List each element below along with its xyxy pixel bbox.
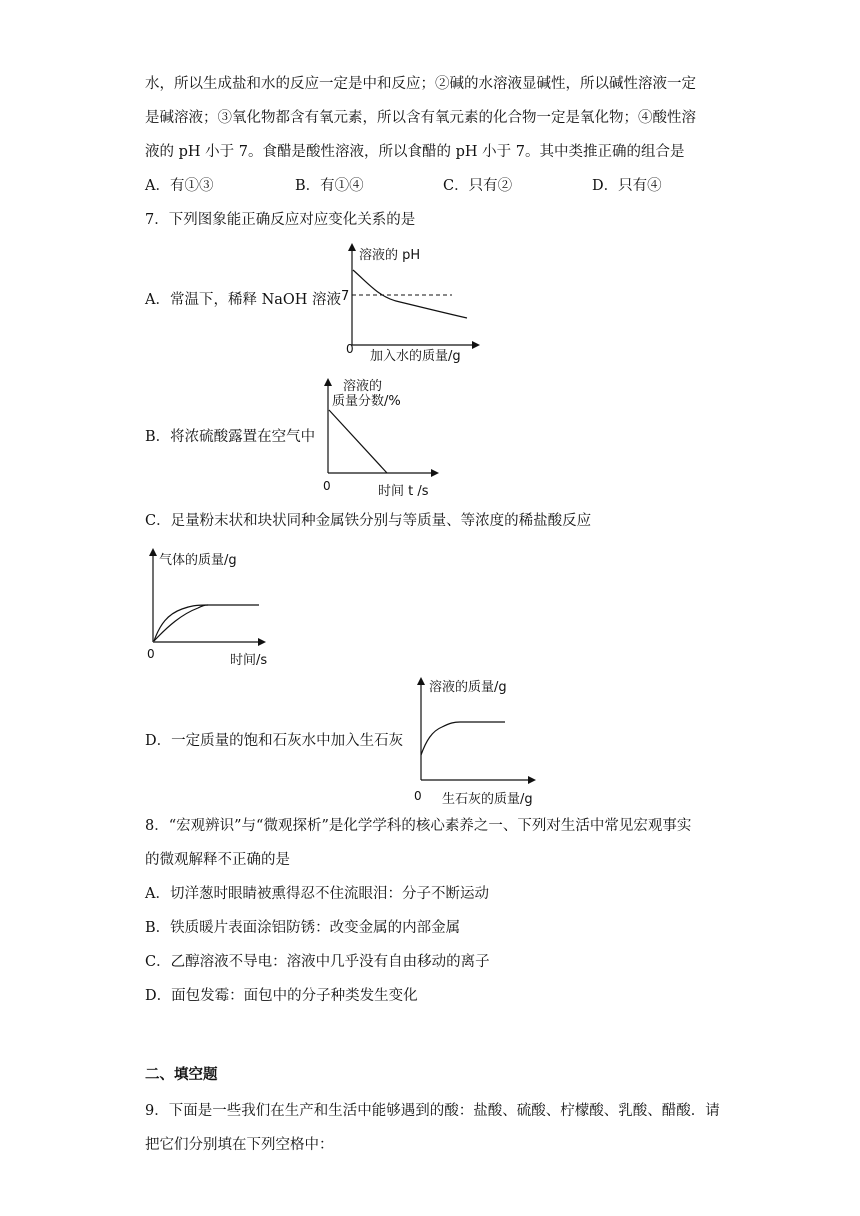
graph-c-origin: 0: [147, 647, 155, 661]
graph-a-tick-7: 7: [341, 289, 350, 304]
graph-b-x-arrow: [431, 469, 439, 477]
q8-option-c: C．乙醇溶液不导电：溶液中几乎没有自由移动的离子: [145, 954, 490, 970]
q6-line-1: 水，所以生成盐和水的反应一定是中和反应；②碱的水溶液显碱性，所以碱性溶液一定: [145, 76, 696, 92]
q6-line-3: 液的 pH 小于 7。食醋是酸性溶液，所以食醋的 pH 小于 7。其中类推正确的组合是: [145, 144, 685, 160]
graph-a-y-arrow: [348, 243, 356, 251]
graph-c-y-arrow: [149, 548, 157, 556]
graph-d-xlabel: 生石灰的质量/g: [442, 792, 533, 807]
q8-stem-2: 的微观解释不正确的是: [145, 852, 290, 868]
graph-c-curve-powder: [154, 605, 259, 641]
graph-a-x-arrow: [472, 341, 480, 349]
graph-d-x-arrow: [528, 776, 536, 784]
graph-d-curve: [421, 722, 505, 755]
q7-option-c: C．足量粉末状和块状同种金属铁分别与等质量、等浓度的稀盐酸反应: [145, 513, 592, 529]
graph-a-ylabel: 溶液的 pH: [359, 248, 421, 263]
q7-option-d: D．一定质量的饱和石灰水中加入生石灰: [145, 733, 404, 749]
q8-option-d: D．面包发霉：面包中的分子种类发生变化: [145, 988, 418, 1004]
graph-b: [315, 372, 450, 500]
graph-a-xlabel: 加入水的质量/g: [370, 349, 461, 364]
q8-option-b: B．铁质暖片表面涂铝防锈：改变金属的内部金属: [145, 920, 461, 936]
q6-option-c: C．只有②: [443, 178, 513, 194]
q9-line-1: 9．下面是一些我们在生产和生活中能够遇到的酸：盐酸、硫酸、柠檬酸、乳酸、醋酸．请: [145, 1103, 720, 1119]
graph-d-y-arrow: [417, 677, 425, 685]
graph-b-xlabel: 时间 t /s: [378, 484, 429, 499]
q7-option-a: A．常温下，稀释 NaOH 溶液: [145, 292, 342, 308]
graph-d-origin: 0: [414, 789, 422, 803]
q8-option-a: A．切洋葱时眼睛被熏得忍不住流眼泪：分子不断运动: [145, 886, 489, 902]
q7-stem: 7．下列图象能正确反应对应变化关系的是: [145, 212, 416, 228]
graph-b-y-arrow: [324, 378, 332, 386]
graph-c-xlabel: 时间/s: [230, 653, 268, 668]
q8-stem-1: 8．“宏观辨识”与“微观探析”是化学学科的核心素养之一、下列对生活中常见宏观事实: [145, 818, 692, 834]
graph-b-origin: 0: [323, 479, 331, 493]
graph-d: [408, 673, 558, 811]
graph-c-curve-block: [154, 605, 208, 641]
graph-c-x-arrow: [258, 638, 266, 646]
graph-a-origin: 0: [346, 342, 354, 356]
q6-option-b: B．有①④: [295, 178, 364, 194]
graph-a-curve: [353, 270, 467, 318]
graph-b-line: [329, 410, 387, 473]
q6-option-a: A．有①③: [145, 178, 214, 194]
graph-d-ylabel: 溶液的质量/g: [429, 680, 507, 695]
section-heading-fill-blank: 二、填空题: [145, 1067, 218, 1083]
graph-c: [140, 542, 280, 670]
q6-line-2: 是碱溶液；③氧化物都含有氧元素，所以含有氧元素的化合物一定是氧化物；④酸性溶: [145, 110, 696, 126]
q6-option-d: D．只有④: [592, 178, 662, 194]
q7-option-b: B．将浓硫酸露置在空气中: [145, 429, 316, 445]
graph-a: [340, 240, 510, 365]
q9-line-2: 把它们分别填在下列空格中：: [145, 1137, 334, 1153]
graph-b-ylabel-1: 溶液的: [343, 379, 383, 394]
graph-c-ylabel: 气体的质量/g: [159, 553, 237, 568]
graph-b-ylabel-2: 质量分数/%: [332, 394, 401, 409]
